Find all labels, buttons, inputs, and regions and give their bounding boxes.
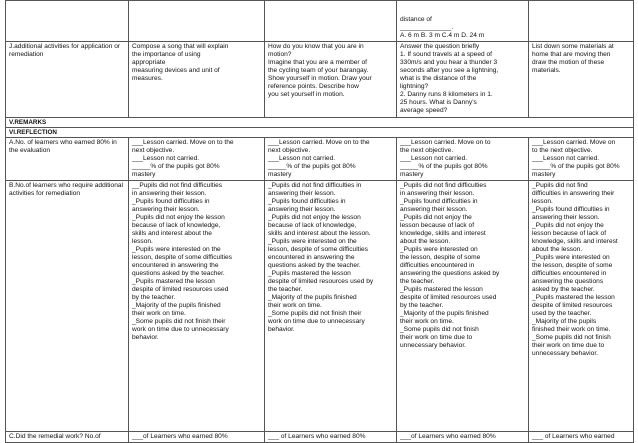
- text-line: _Pupils mastered the lesson: [400, 286, 483, 293]
- text-line: _Pupils were interested on the: [132, 246, 221, 253]
- text-line: next objective.: [268, 147, 311, 154]
- text-line: appropriate: [132, 59, 166, 66]
- table-row: [6, 128, 634, 138]
- text-line: the cycling team of your barangay.: [268, 67, 369, 74]
- text-line: measures.: [132, 75, 163, 82]
- text-line: _____% of the pupils got 80%: [268, 163, 356, 170]
- text-line: unnecessary behavior.: [532, 350, 598, 357]
- text-line: ___Lesson not carried.: [532, 155, 600, 162]
- remedial-work-col1: ___of Learners who earned 80%: [129, 432, 265, 443]
- text-line: knowledge, skills and interest: [400, 230, 486, 237]
- remedial-work-col4: ___ of Learners who earned: [529, 432, 634, 443]
- learners-80-col3: [397, 138, 529, 181]
- text-line: _Some pupils did not finish their: [268, 310, 362, 317]
- text-line: what is the distance of the: [400, 75, 477, 82]
- learners-80-col1: [129, 138, 265, 181]
- text-line: the teacher.: [268, 286, 303, 293]
- remediation-col2: [265, 181, 397, 432]
- text-line: the importance of using: [132, 51, 201, 58]
- text-line: _Pupils were interested on: [400, 246, 478, 253]
- text-line: A. 6 m B. 3 m C.4 m D. 24 m: [400, 32, 485, 39]
- remediation-col3: [397, 181, 529, 432]
- text-line: answering their lesson.: [400, 206, 468, 213]
- text-line: in answering their lesson.: [132, 190, 207, 197]
- text-line: _____% of the pupils got 80%: [532, 163, 620, 170]
- text-line: _Pupils were interested on: [532, 254, 610, 261]
- text-line: because of lack of knowledge,: [268, 222, 357, 229]
- text-line: _Pupils found difficulties in: [400, 198, 478, 205]
- empty-cell: [129, 1, 265, 42]
- text-line: _____% of the pupils got 80%: [132, 163, 220, 170]
- row-label-remedial-work: C.Did the remedial work? No.of: [6, 432, 129, 443]
- text-line: Imagine that you are a member of: [268, 59, 367, 66]
- text-line: answering their lesson.: [132, 206, 200, 213]
- text-line: used by the teacher.: [532, 310, 592, 317]
- text-line: _Pupils did not enjoy the lesson: [132, 214, 225, 221]
- text-line: difficulties encountered in: [400, 262, 475, 269]
- text-line: their work on time due to: [532, 342, 605, 349]
- text-line: _Pupils mastered the lesson: [532, 294, 615, 301]
- text-line: materials.: [532, 67, 561, 74]
- text-line: Show yourself in motion. Draw your: [268, 75, 372, 82]
- text-line: _Pupils did not find difficulties in: [268, 182, 362, 189]
- text-line: ___Lesson not carried.: [132, 155, 200, 162]
- text-line: work on time due to unnecessary: [132, 326, 229, 333]
- text-line: lightning?: [400, 83, 429, 90]
- learners-80-col2: [265, 138, 397, 181]
- text-line: _Pupils did not find: [532, 182, 588, 189]
- text-line: _Pupils did not enjoy the lesson: [268, 214, 361, 221]
- text-line: their work on time.: [400, 318, 454, 325]
- table-row: [6, 118, 634, 128]
- text-line: reference points. Describe how: [268, 83, 359, 90]
- text-line: _Pupils mastered the lesson: [132, 278, 215, 285]
- text-line: How do you know that you are in: [268, 43, 364, 50]
- text-line: difficulties encountered in: [532, 270, 607, 277]
- section-heading-reflection: VI.REFLECTION: [6, 128, 634, 138]
- distance-question-cell: [397, 1, 529, 42]
- text-line: home that are moving then: [532, 51, 611, 58]
- text-line: by the teacher.: [400, 302, 444, 309]
- text-line: 25 hours. What is Danny's: [400, 99, 477, 106]
- text-line: _Some pupils did not finish: [532, 334, 611, 341]
- text-line: despite of limited resources: [532, 302, 613, 309]
- empty-cell: [265, 1, 397, 42]
- text-line: _Majority of the pupils finished: [400, 310, 489, 317]
- text-line: Compose a song that will explain: [132, 43, 229, 50]
- text-line: the lesson, despite of some: [400, 254, 481, 261]
- empty-cell: [6, 1, 129, 42]
- text-line: the next objective.: [400, 147, 454, 154]
- text-line: lesson, despite of some difficulties: [132, 254, 232, 261]
- text-line: ___Lesson carried. Move on: [532, 139, 616, 146]
- text-line: lesson because of lack of: [400, 222, 475, 229]
- additional-activities-col2: [265, 42, 397, 118]
- text-line: knowledge, skills and interest: [532, 238, 618, 245]
- text-line: _Pupils found difficulties in: [132, 198, 210, 205]
- remediation-col4: [529, 181, 634, 432]
- text-line: finished their work on time.: [532, 326, 611, 333]
- text-line: the teacher.: [400, 278, 435, 285]
- text-line: ___Lesson carried. Move on to the: [268, 139, 370, 146]
- text-line: lesson.: [132, 238, 153, 245]
- text-line: ___Lesson not carried.: [268, 155, 336, 162]
- text-line: their work on time due to: [400, 334, 473, 341]
- text-line: _Some pupils did not finish: [400, 326, 479, 333]
- text-line: ___Lesson carried. Move on to the: [132, 139, 234, 146]
- text-line: distance of: [400, 16, 432, 23]
- text-line: _Pupils found difficulties in: [532, 206, 610, 213]
- text-line: questions asked by the teacher.: [132, 270, 225, 277]
- learners-80-col4: [529, 138, 634, 181]
- text-line: answering the questions asked by: [400, 270, 500, 277]
- text-line: Answer the question briefly: [400, 43, 480, 50]
- text-line: skills and interest about the: [132, 230, 212, 237]
- text-line: answering their lesson.: [268, 206, 336, 213]
- text-line: because of lack of knowledge,: [132, 222, 221, 229]
- text-line: asked by the teacher.: [532, 286, 595, 293]
- table-row: [6, 42, 634, 118]
- text-line: 1. If sound travels at a speed of: [400, 51, 493, 58]
- text-line: lesson.: [532, 198, 553, 205]
- text-line: answering their lesson.: [268, 190, 336, 197]
- text-line: __Pupils did not find difficulties: [132, 182, 223, 189]
- text-line: mastery: [532, 171, 556, 178]
- text-line: about the lesson.: [532, 246, 583, 253]
- text-line: encountered in answering the: [132, 262, 219, 269]
- row-label-remediation: B.No.of learners who require additional activities for remediation: [6, 181, 129, 432]
- text-line: _Pupils did not find difficulties: [400, 182, 487, 189]
- text-line: _Pupils were interested on the: [268, 238, 357, 245]
- text-line: encountered in answering the: [268, 254, 355, 261]
- text-line: _Some pupils did not finish their: [132, 318, 226, 325]
- text-line: ______________.: [400, 24, 454, 31]
- row-label-learners-80: A.No. of learners who earned 80% in the evaluation: [6, 138, 129, 181]
- text-line: about the lesson.: [400, 238, 451, 245]
- empty-cell: [529, 1, 634, 42]
- text-line: draw the motion of these: [532, 59, 605, 66]
- text-line: questions asked by the teacher.: [268, 262, 361, 269]
- text-line: mastery: [132, 171, 156, 178]
- text-line: behavior.: [132, 334, 159, 341]
- text-line: skills and interest about the lesson.: [268, 230, 371, 237]
- text-line: answering their lesson.: [532, 214, 600, 221]
- text-line: measuring devices and unit of: [132, 67, 220, 74]
- text-line: _Pupils found difficulties in: [268, 198, 346, 205]
- text-line: ___Lesson not carried.: [400, 155, 468, 162]
- remediation-col1: [129, 181, 265, 432]
- text-line: lesson, despite of some difficulties: [268, 246, 368, 253]
- text-line: answering the questions: [532, 278, 604, 285]
- text-line: next objective.: [132, 147, 175, 154]
- additional-activities-col4: [529, 42, 634, 118]
- text-line: List down some materials at: [532, 43, 614, 50]
- text-line: seconds after you see a lightning,: [400, 67, 499, 74]
- text-line: mastery: [400, 171, 424, 178]
- text-line: _Majority of the pupils finished: [132, 302, 221, 309]
- remedial-work-col2: ___ of Learners who earned 80%: [265, 432, 397, 443]
- text-line: lesson because of lack of: [532, 230, 607, 237]
- text-line: unnecessary behavior.: [400, 342, 466, 349]
- lesson-plan-table: [5, 0, 634, 443]
- table-row: [6, 138, 634, 181]
- text-line: their work on time.: [132, 310, 186, 317]
- additional-activities-col1: [129, 42, 265, 118]
- text-line: you set yourself in motion.: [268, 91, 345, 98]
- text-line: _Pupils did not enjoy the: [400, 214, 472, 221]
- text-line: 2. Danny runs 8 kilometers in 1.: [400, 91, 493, 98]
- text-line: motion?: [268, 51, 292, 58]
- text-line: despite of limited resources used by: [268, 278, 374, 285]
- text-line: despite of limited resources used: [400, 294, 497, 301]
- text-line: the lesson, despite of some: [532, 262, 613, 269]
- additional-activities-col3: [397, 42, 529, 118]
- text-line: _Pupils mastered the lesson: [268, 270, 351, 277]
- table-row: [6, 1, 634, 42]
- text-line: mastery: [268, 171, 292, 178]
- text-line: 330m/s and you hear a thunder 3: [400, 59, 498, 66]
- table-row: [6, 181, 634, 432]
- text-line: average speed?: [400, 107, 448, 114]
- text-line: _____% of the pupils got 80%: [400, 163, 488, 170]
- text-line: _Pupils did not enjoy the: [532, 222, 604, 229]
- text-line: work on time due to unnecessary: [268, 318, 365, 325]
- section-heading-remarks: V.REMARKS: [6, 118, 634, 128]
- row-label-additional-activities: J.additional activities for application or remediation: [6, 42, 129, 118]
- text-line: despite of limited resources used: [132, 286, 229, 293]
- text-line: their work on time.: [268, 302, 322, 309]
- text-line: ___Lesson carried. Move on to: [400, 139, 491, 146]
- text-line: _Majority of the pupils: [532, 318, 597, 325]
- text-line: to the next objective.: [532, 147, 593, 154]
- text-line: by the teacher.: [132, 294, 176, 301]
- text-line: difficulties in answering their: [532, 190, 615, 197]
- text-line: behavior.: [268, 326, 295, 333]
- table-row: [6, 432, 634, 443]
- text-line: in answering their lesson.: [400, 190, 475, 197]
- text-line: _Majority of the pupils finished: [268, 294, 357, 301]
- remedial-work-col3: ___of Learners who earned 80%: [397, 432, 529, 443]
